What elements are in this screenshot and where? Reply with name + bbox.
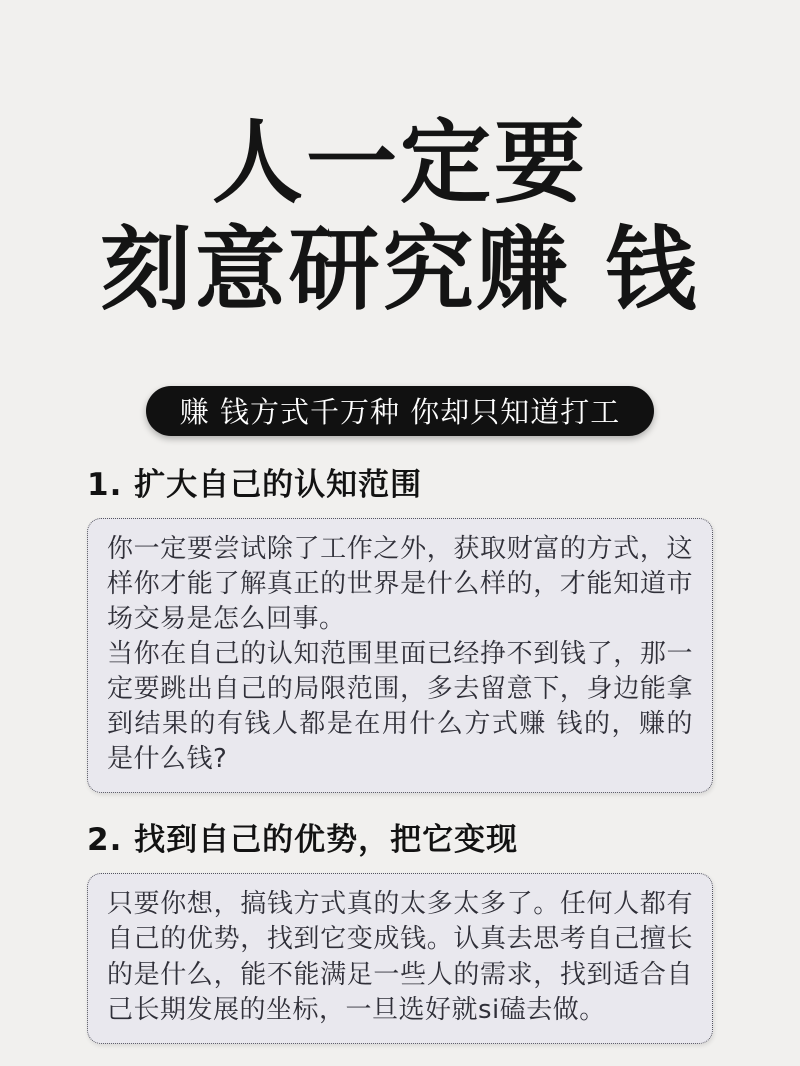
section-1-paragraph-1: 你一定要尝试除了工作之外，获取财富的方式，这样你才能了解真正的世界是什么样的，才能知道市场交易是怎么回事。 (107, 533, 693, 634)
section-2 (87, 814, 713, 1043)
page-title (0, 110, 800, 325)
title-line-2: 刻意研究赚 钱 (100, 218, 700, 324)
section-1-heading: 1. 扩大自己的认知范围 (87, 466, 423, 503)
section-2-paragraph-1: 只要你想，搞钱方式真的太多太多了。任何人都有自己的优势，找到它变成钱。认真去思考自己擅长的是什么，能不能满足一些人的需求，找到适合自己长期发展的坐标，一旦选好就si磕去做。 (107, 889, 693, 1025)
section-2-card (87, 873, 713, 1043)
section-1-card (87, 518, 713, 794)
subtitle-banner (146, 386, 654, 436)
title-line-1: 人一定要 (211, 111, 588, 216)
section-1-paragraph-2: 当你在自己的认知范围里面已经挣不到钱了，那一定要跳出自己的局限范围，多去留意下，身边能拿到结果的有钱人都是在用什么方式赚 钱的，赚的是什么钱? (107, 639, 693, 775)
section-2-heading: 2. 找到自己的优势，把它变现 (87, 822, 519, 859)
content-area (0, 459, 800, 1044)
subtitle-banner-text: 赚 钱方式千万种 你却只知道打工 (179, 395, 621, 430)
section-1 (87, 459, 713, 794)
